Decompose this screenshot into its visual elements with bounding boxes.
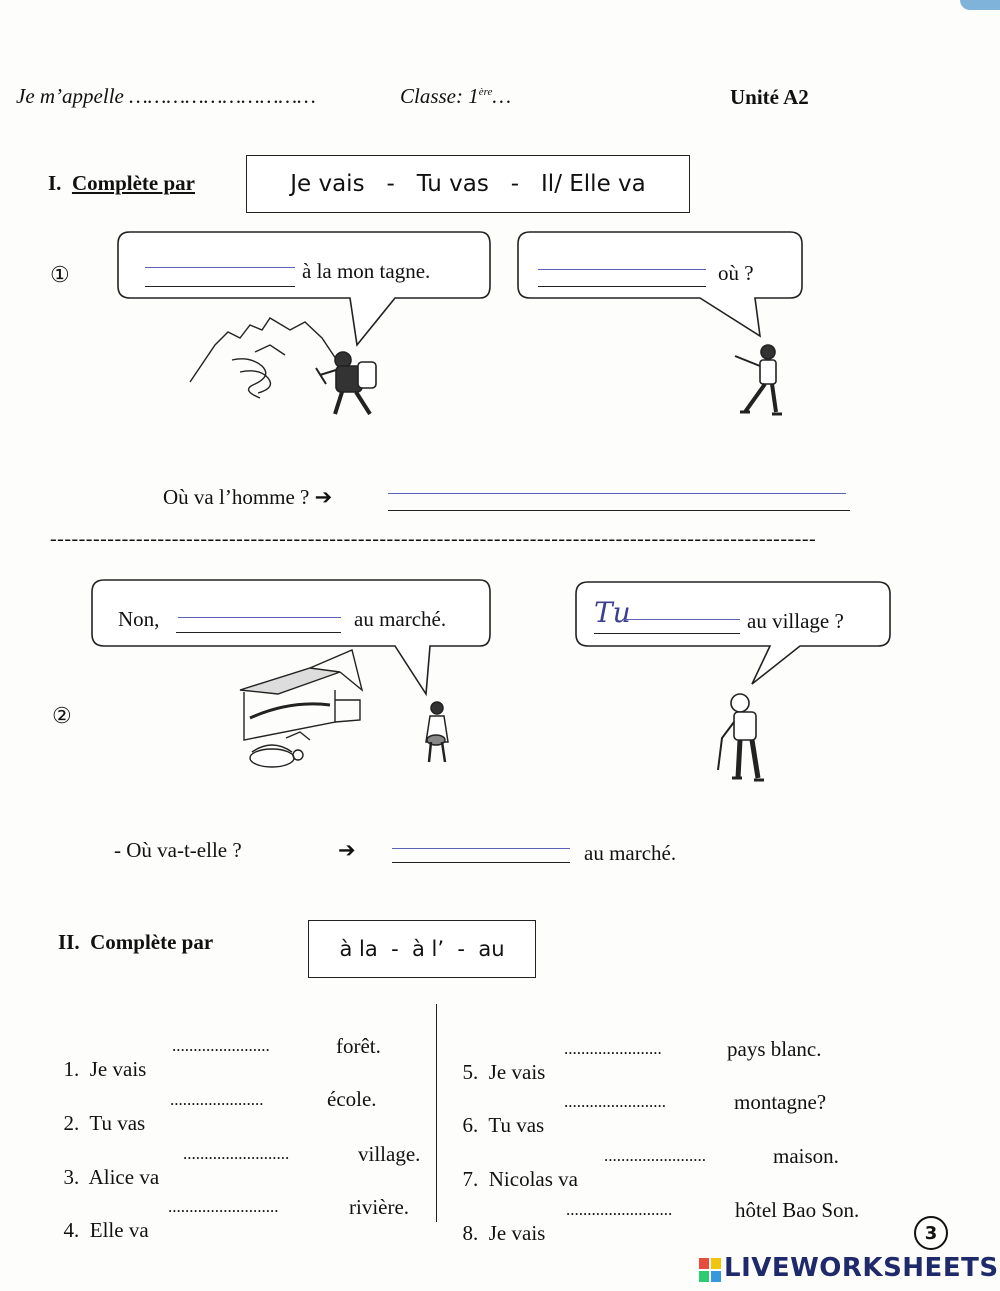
scene1-left-bubble-text: à la mon tagne. bbox=[302, 259, 431, 283]
exercise-blank-7[interactable]: ........................ bbox=[604, 1146, 706, 1165]
exercise-blank-1[interactable]: ....................... bbox=[172, 1036, 270, 1055]
scene1-question-answer-line[interactable] bbox=[388, 493, 846, 494]
exercise-blank-3[interactable]: ......................... bbox=[183, 1144, 290, 1163]
unit-label: Unité A2 bbox=[730, 85, 809, 109]
exercise-blank-8[interactable]: ......................... bbox=[566, 1200, 673, 1219]
walking-man-drawing bbox=[735, 345, 782, 414]
market-stall-drawing bbox=[240, 650, 362, 767]
scene2-question-underline bbox=[392, 862, 570, 863]
page-number-badge: 3 bbox=[914, 1216, 948, 1250]
scene1-right-underline bbox=[538, 286, 706, 287]
exercise-noun-8: hôtel Bao Son. bbox=[735, 1198, 860, 1222]
exercise-item-1: 1. Je vais bbox=[63, 1057, 147, 1081]
exercise-blank-5[interactable]: ....................... bbox=[564, 1039, 662, 1058]
exercise-noun-5: pays blanc. bbox=[727, 1037, 822, 1061]
scene1-left-bubble bbox=[118, 232, 490, 345]
exercise-item-6: 6. Tu vas bbox=[462, 1113, 545, 1137]
scene2-right-answer-line[interactable] bbox=[622, 619, 740, 620]
liveworksheets-brand: LIVEWORKSHEETS bbox=[724, 1253, 999, 1283]
name-label: Je m’appelle ………………………… bbox=[16, 84, 316, 108]
section2-options-box: à la - à l’ - au bbox=[308, 920, 536, 978]
liveworksheets-logo-icon bbox=[699, 1258, 721, 1282]
exercise-item-8: 8. Je vais bbox=[462, 1221, 546, 1245]
class-label: Classe: 1ère… bbox=[400, 84, 512, 108]
exercise-noun-3: village. bbox=[358, 1142, 421, 1166]
scene2-arrow: ➔ bbox=[338, 838, 356, 862]
scene2-left-suffix: au marché. bbox=[354, 607, 447, 631]
scene2-left-underline bbox=[176, 632, 341, 633]
scene1-question: Où va l’homme ? ➔ bbox=[163, 485, 333, 509]
exercise-item-5: 5. Je vais bbox=[462, 1060, 546, 1084]
scene1-right-bubble bbox=[518, 232, 802, 336]
scene2-right-handwritten: Tu bbox=[594, 596, 631, 629]
column-divider bbox=[436, 1004, 437, 1222]
scene2-left-answer-line[interactable] bbox=[178, 617, 341, 618]
exercise-item-3: 3. Alice va bbox=[63, 1165, 160, 1189]
exercise-blank-2[interactable]: ...................... bbox=[170, 1090, 264, 1109]
scene1-question-underline bbox=[388, 510, 850, 511]
exercise-blank-6[interactable]: ........................ bbox=[564, 1092, 666, 1111]
exercise-item-2: 2. Tu vas bbox=[63, 1111, 146, 1135]
climber-drawing bbox=[316, 352, 376, 414]
scene2-right-underline bbox=[594, 633, 740, 634]
section-separator: ----------------------------------------------------------------------------------------------------------- bbox=[50, 528, 817, 550]
section2-title: II. Complète par bbox=[58, 930, 214, 954]
mountain-drawing bbox=[190, 318, 338, 398]
old-man-drawing bbox=[718, 694, 764, 780]
scene2-question: - Où va-t-elle ? bbox=[114, 838, 242, 862]
exercise-noun-1: forêt. bbox=[336, 1034, 381, 1058]
scene1-left-underline bbox=[145, 286, 295, 287]
scene1-right-bubble-text: où ? bbox=[718, 261, 754, 285]
name-dots: ………………………… bbox=[129, 84, 316, 108]
woman-drawing bbox=[426, 702, 448, 762]
exercise-noun-2: école. bbox=[327, 1087, 377, 1111]
exercise-item-7: 7. Nicolas va bbox=[462, 1167, 578, 1191]
scene2-right-suffix: au village ? bbox=[747, 609, 844, 633]
scene1-left-answer-line[interactable] bbox=[145, 267, 295, 268]
scene2-answer-suffix: au marché. bbox=[584, 841, 677, 865]
scene1-number: ① bbox=[50, 262, 70, 287]
scene2-left-prefix: Non, bbox=[118, 607, 160, 631]
exercise-blank-4[interactable]: .......................... bbox=[168, 1197, 279, 1216]
exercise-noun-4: rivière. bbox=[349, 1195, 410, 1219]
exercise-noun-6: montagne? bbox=[734, 1090, 827, 1114]
exercise-item-4: 4. Elle va bbox=[63, 1218, 149, 1242]
exercise-noun-7: maison. bbox=[773, 1144, 839, 1168]
scene1-right-answer-line[interactable] bbox=[538, 269, 706, 270]
section1-options-box: Je vais - Tu vas - Il/ Elle va bbox=[246, 155, 690, 213]
section1-title: I. Complète par bbox=[48, 171, 195, 195]
scene2-number: ② bbox=[52, 703, 72, 728]
scene2-question-answer-line[interactable] bbox=[392, 848, 570, 849]
